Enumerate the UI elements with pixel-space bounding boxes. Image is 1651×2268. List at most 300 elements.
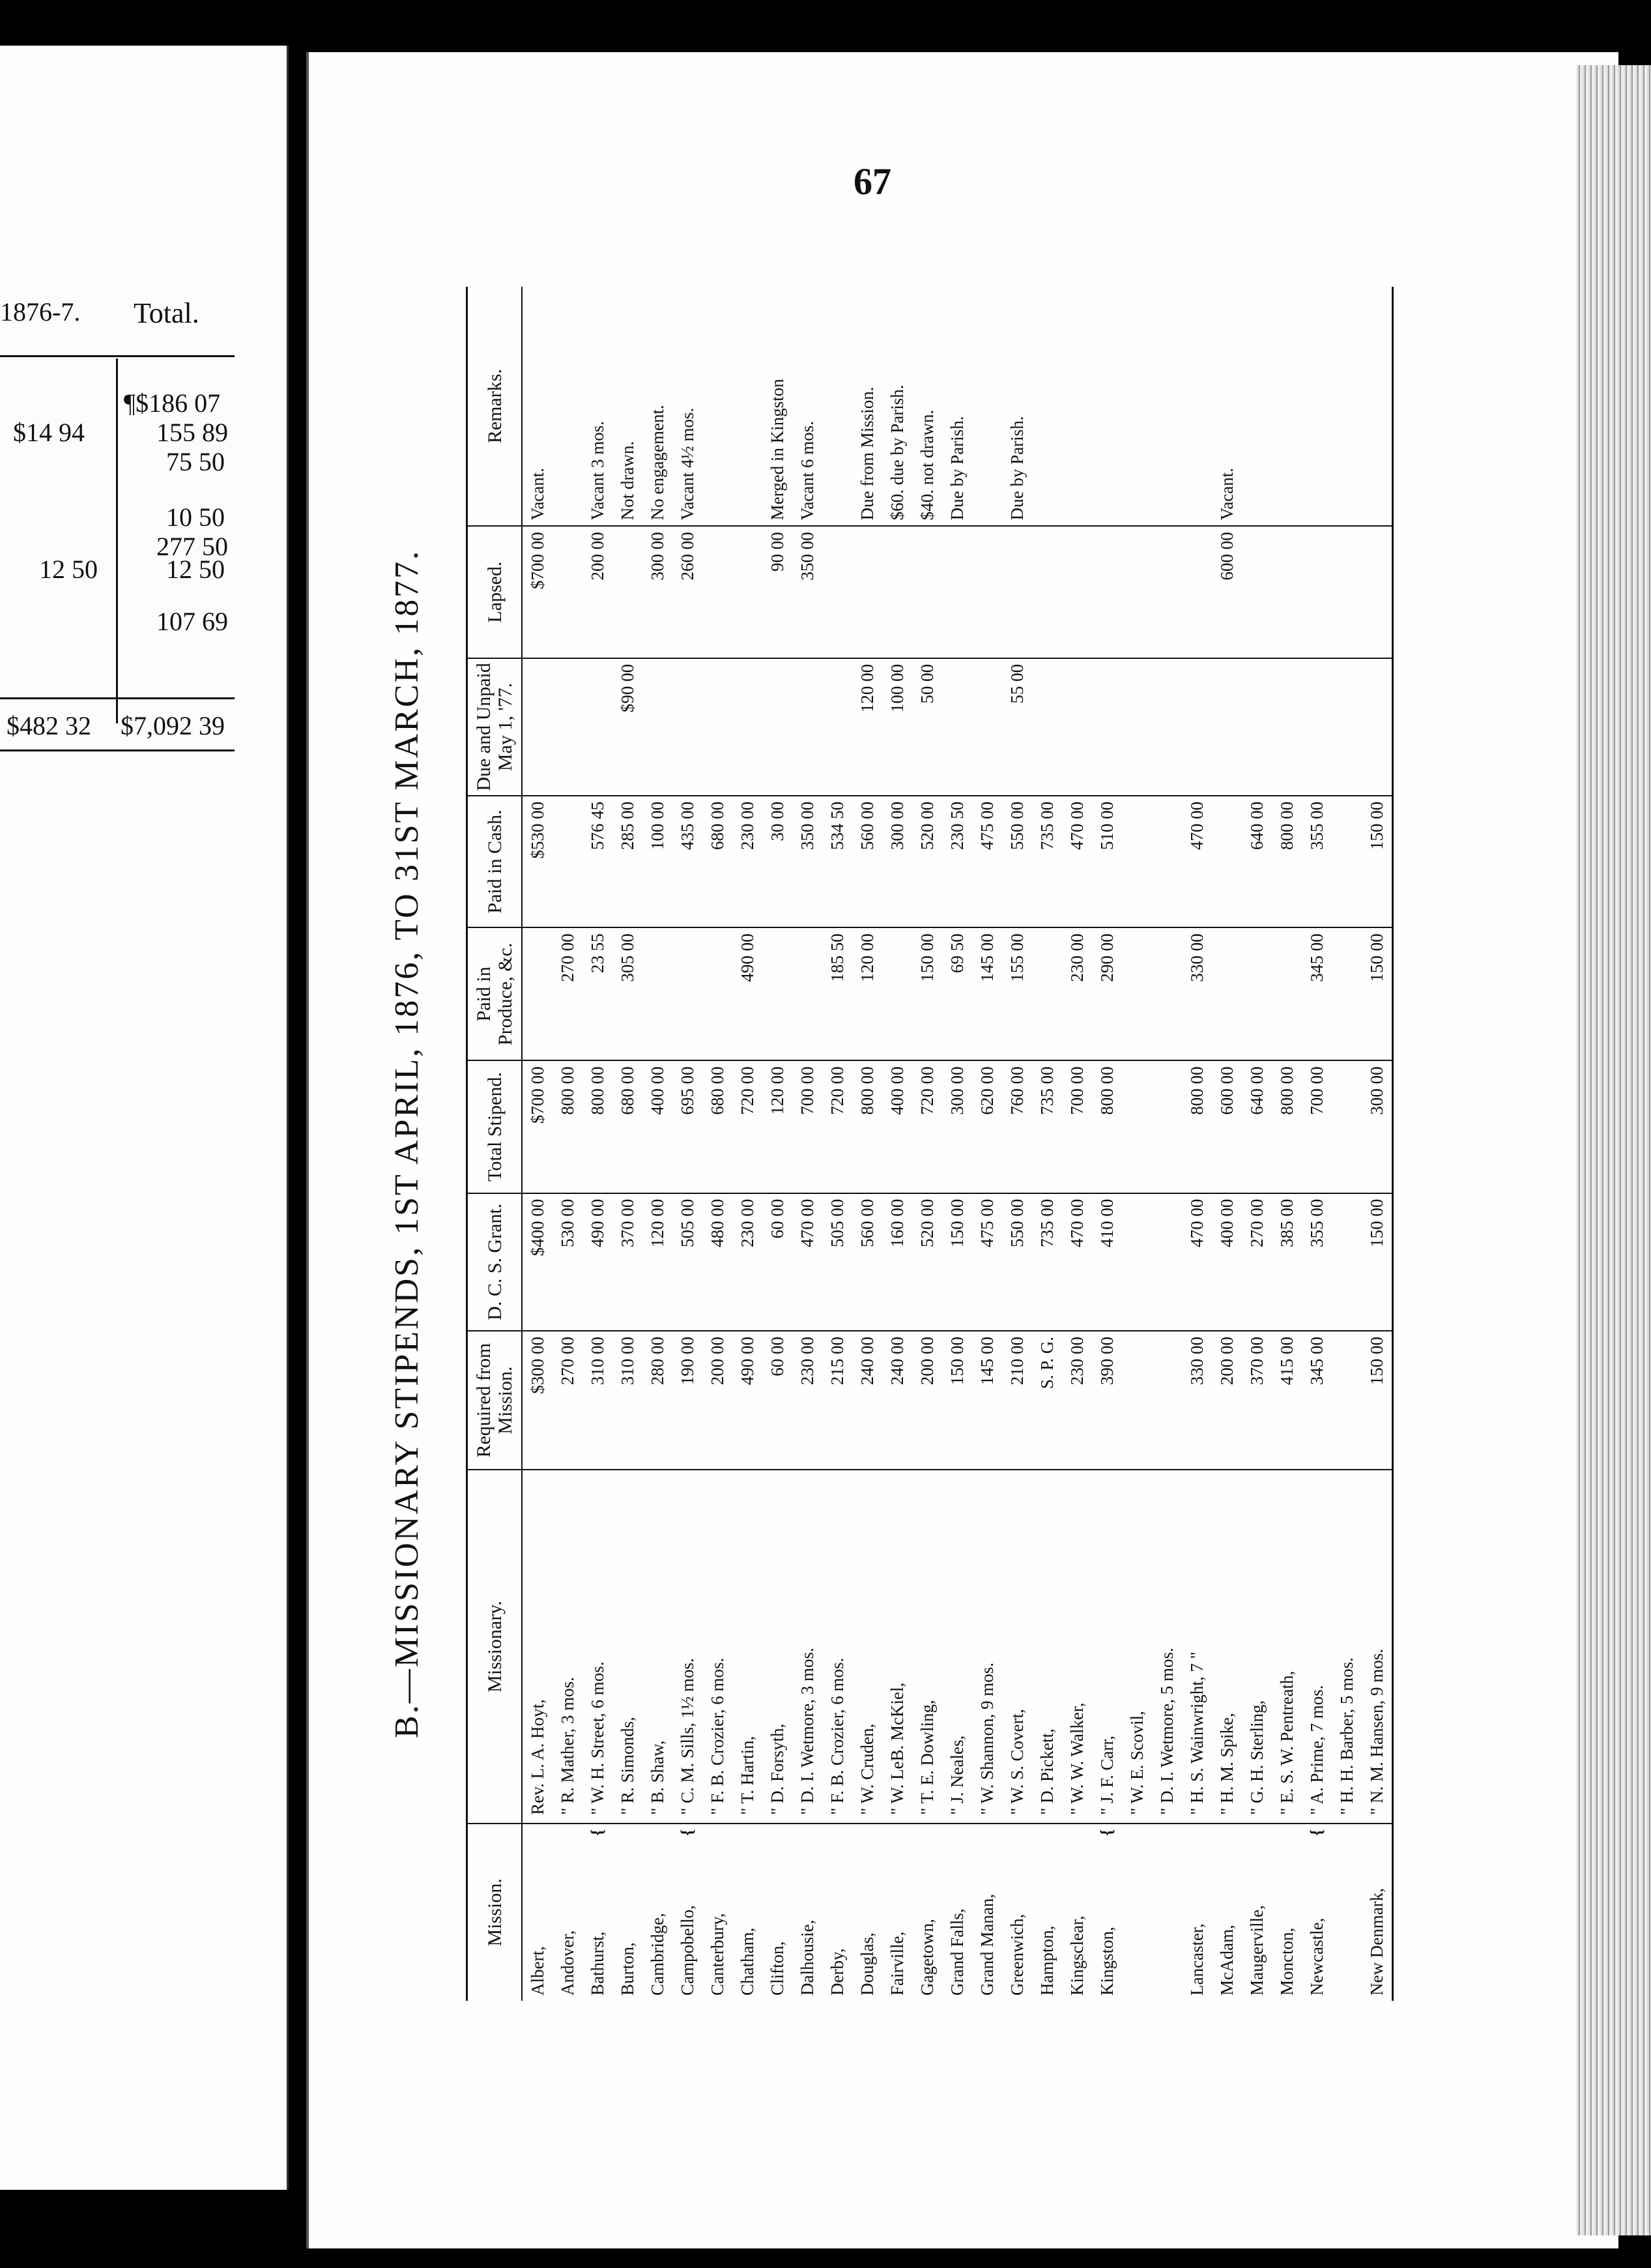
table-row	[1362, 287, 1393, 2001]
produce-cell	[792, 927, 822, 1060]
total-cell: 800 00	[582, 1060, 612, 1193]
table-row	[672, 287, 702, 2001]
grant-cell: 160 00	[882, 1193, 912, 1331]
cash-cell: 30 00	[762, 796, 792, 927]
required-cell	[1122, 1331, 1152, 1470]
produce-cell	[1242, 927, 1272, 1060]
produce-cell	[1152, 927, 1182, 1060]
produce-cell: 23 55	[582, 927, 612, 1060]
cash-cell: 230 00	[732, 796, 762, 927]
missionary-cell: " H. S. Wainwright, 7 "	[1182, 1470, 1212, 1824]
table-row	[852, 287, 882, 2001]
rotated-table-block	[388, 287, 1424, 2001]
produce-cell: 270 00	[553, 927, 582, 1060]
cash-cell	[1122, 796, 1152, 927]
lapsed-cell: 200 00	[582, 526, 612, 658]
mission-cell	[1212, 1824, 1242, 2001]
mission-cell	[822, 1824, 852, 2001]
table-row	[612, 287, 642, 2001]
required-cell: 330 00	[1182, 1331, 1212, 1470]
missionary-cell: " E. S. W. Pentreath,	[1272, 1470, 1302, 1824]
produce-cell	[1332, 927, 1362, 1060]
header-row	[467, 287, 523, 2001]
mission-cell	[912, 1824, 942, 2001]
mission-name: New Denmark,	[1366, 1888, 1386, 1996]
produce-cell	[1122, 927, 1152, 1060]
total-cell: 120 00	[762, 1060, 792, 1193]
lapsed-cell	[972, 526, 1002, 658]
cash-cell: 285 00	[612, 796, 642, 927]
table-row	[1182, 287, 1212, 2001]
mission-cell	[1122, 1824, 1152, 2001]
produce-cell	[1032, 927, 1062, 1060]
total-cell: 700 00	[1062, 1060, 1092, 1193]
stipend-table	[466, 287, 1394, 2001]
produce-cell: 345 00	[1302, 927, 1332, 1060]
mission-cell	[852, 1824, 882, 2001]
col-grant-header: D. C. S. Grant.	[467, 1193, 523, 1331]
lapsed-cell	[1122, 526, 1152, 658]
mission-cell	[882, 1824, 912, 2001]
lapsed-cell	[1152, 526, 1182, 658]
cash-cell: 230 50	[942, 796, 972, 927]
mission-name: Gagetown,	[917, 1919, 937, 1996]
grant-cell: 150 00	[942, 1193, 972, 1331]
remarks-cell	[1362, 287, 1393, 526]
grant-cell: 60 00	[762, 1193, 792, 1331]
lapsed-cell	[1062, 526, 1092, 658]
total-cell: 400 00	[642, 1060, 672, 1193]
left-total-value: 277 50	[156, 532, 228, 561]
remarks-cell: Vacant 4½ mos.	[672, 287, 702, 526]
cash-cell: 355 00	[1302, 796, 1332, 927]
page-edge	[1577, 65, 1651, 2235]
required-cell: 210 00	[1002, 1331, 1032, 1470]
total-cell: 300 00	[1362, 1060, 1393, 1193]
remarks-cell: Merged in Kingston	[762, 287, 792, 526]
required-cell: 345 00	[1302, 1331, 1332, 1470]
grant-cell: 230 00	[732, 1193, 762, 1331]
mission-cell	[732, 1824, 762, 2001]
due-cell	[1362, 658, 1393, 796]
col-remarks-header: Remarks.	[467, 287, 523, 526]
col-missionary-header: Missionary.	[467, 1470, 523, 1824]
total-cell: 800 00	[553, 1060, 582, 1193]
due-cell	[942, 658, 972, 796]
produce-cell: 230 00	[1062, 927, 1092, 1060]
mission-cell	[642, 1824, 672, 2001]
produce-cell: 150 00	[1362, 927, 1393, 1060]
grant-cell: 505 00	[822, 1193, 852, 1331]
missionary-cell: " J. Neales,	[942, 1470, 972, 1824]
due-cell	[1062, 658, 1092, 796]
grant-cell: 520 00	[912, 1193, 942, 1331]
table-row	[522, 287, 553, 2001]
required-cell	[1152, 1331, 1182, 1470]
grant-cell: 470 00	[792, 1193, 822, 1331]
mission-name: Maugerville,	[1246, 1905, 1267, 1996]
produce-cell: 69 50	[942, 927, 972, 1060]
grant-cell: 475 00	[972, 1193, 1002, 1331]
mission-cell	[672, 1824, 702, 2001]
mission-name: Kingston,	[1097, 1926, 1117, 1996]
total-cell	[1152, 1060, 1182, 1193]
grant-cell: 470 00	[1182, 1193, 1212, 1331]
required-cell: 60 00	[762, 1331, 792, 1470]
left-total-value: 155 89	[156, 418, 228, 447]
required-cell: 310 00	[612, 1331, 642, 1470]
mission-name: Greenwich,	[1007, 1913, 1027, 1996]
due-cell	[792, 658, 822, 796]
produce-cell: 155 00	[1002, 927, 1032, 1060]
remarks-cell	[1242, 287, 1272, 526]
due-cell	[972, 658, 1002, 796]
due-cell	[1302, 658, 1332, 796]
mission-cell	[762, 1824, 792, 2001]
total-cell: 300 00	[942, 1060, 972, 1193]
total-cell: 680 00	[612, 1060, 642, 1193]
missionary-cell: " T. Hartin,	[732, 1470, 762, 1824]
lapsed-cell: $700 00	[522, 526, 553, 658]
missionary-cell: " J. F. Carr,	[1092, 1470, 1122, 1824]
due-cell	[1122, 658, 1152, 796]
mission-cell	[1152, 1824, 1182, 2001]
total-cell: 760 00	[1002, 1060, 1032, 1193]
grant-cell: 270 00	[1242, 1193, 1272, 1331]
table-row	[1332, 287, 1362, 2001]
left-total-value: ¶$186 07	[124, 388, 221, 418]
mission-name: Canterbury,	[707, 1913, 727, 1996]
required-cell: 200 00	[912, 1331, 942, 1470]
mission-name: Burton,	[617, 1942, 637, 1996]
mission-name: Grand Manan,	[977, 1894, 997, 1996]
due-cell	[822, 658, 852, 796]
missionary-cell: " W. Cruden,	[852, 1470, 882, 1824]
due-cell	[522, 658, 553, 796]
cash-cell: 475 00	[972, 796, 1002, 927]
missionary-cell: " D. I. Wetmore, 5 mos.	[1152, 1470, 1182, 1824]
brace-mark: {	[587, 1829, 607, 1837]
total-cell: 720 00	[732, 1060, 762, 1193]
due-cell	[1032, 658, 1062, 796]
grant-cell: 560 00	[852, 1193, 882, 1331]
cash-cell: 520 00	[912, 796, 942, 927]
missionary-cell: " F. B. Crozier, 6 mos.	[702, 1470, 732, 1824]
produce-cell	[522, 927, 553, 1060]
missionary-cell: " W. Shannon, 9 mos.	[972, 1470, 1002, 1824]
due-cell: $90 00	[612, 658, 642, 796]
total-cell	[1332, 1060, 1362, 1193]
remarks-cell	[1092, 287, 1122, 526]
due-cell	[1092, 658, 1122, 796]
left-header-rule	[0, 355, 235, 357]
table-row	[1122, 287, 1152, 2001]
cash-cell: 510 00	[1092, 796, 1122, 927]
table-row	[553, 287, 582, 2001]
missionary-cell: " D. Pickett,	[1032, 1470, 1062, 1824]
due-cell	[1212, 658, 1242, 796]
mission-name: Derby,	[827, 1948, 847, 1996]
required-cell: 240 00	[882, 1331, 912, 1470]
table-row	[1152, 287, 1182, 2001]
due-cell: 55 00	[1002, 658, 1032, 796]
missionary-cell: " F. B. Crozier, 6 mos.	[822, 1470, 852, 1824]
mission-cell	[612, 1824, 642, 2001]
lapsed-cell	[732, 526, 762, 658]
left-total-value: 107 69	[156, 607, 228, 636]
due-cell	[702, 658, 732, 796]
mission-cell	[582, 1824, 612, 2001]
mission-name: Bathurst,	[587, 1931, 607, 1996]
left-grand-total: $7,092 39	[121, 711, 225, 740]
due-cell	[642, 658, 672, 796]
mission-name: McAdam,	[1216, 1925, 1237, 1996]
required-cell: 200 00	[702, 1331, 732, 1470]
cash-cell	[553, 796, 582, 927]
left-header-1876: 1876-7.	[0, 297, 81, 327]
total-cell: 695 00	[672, 1060, 702, 1193]
lapsed-cell: 260 00	[672, 526, 702, 658]
col-total-header: Total Stipend.	[467, 1060, 523, 1193]
mission-name: Fairville,	[887, 1931, 907, 1996]
lapsed-cell: 350 00	[792, 526, 822, 658]
produce-cell: 490 00	[732, 927, 762, 1060]
left-grand-1876: $482 32	[7, 711, 91, 740]
mission-cell	[1062, 1824, 1092, 2001]
mission-name: Cambridge,	[647, 1913, 667, 1996]
missionary-cell: " C. M. Sills, 1½ mos.	[672, 1470, 702, 1824]
mission-cell	[553, 1824, 582, 2001]
left-total-value: 10 50	[166, 502, 225, 532]
cash-cell	[1332, 796, 1362, 927]
missionary-cell: " A. Prime, 7 mos.	[1302, 1470, 1332, 1824]
lapsed-cell	[822, 526, 852, 658]
remarks-cell: No engagement.	[642, 287, 672, 526]
mission-cell	[1302, 1824, 1332, 2001]
total-cell: $700 00	[522, 1060, 553, 1193]
lapsed-cell	[1272, 526, 1302, 658]
produce-cell	[702, 927, 732, 1060]
missionary-cell: " B. Shaw,	[642, 1470, 672, 1824]
remarks-cell: Vacant.	[522, 287, 553, 526]
due-cell	[553, 658, 582, 796]
grant-cell: 410 00	[1092, 1193, 1122, 1331]
required-cell: $300 00	[522, 1331, 553, 1470]
total-cell: 720 00	[912, 1060, 942, 1193]
required-cell: 190 00	[672, 1331, 702, 1470]
produce-cell: 185 50	[822, 927, 852, 1060]
remarks-cell: Vacant 6 mos.	[792, 287, 822, 526]
lapsed-cell	[942, 526, 972, 658]
lapsed-cell: 90 00	[762, 526, 792, 658]
produce-cell: 330 00	[1182, 927, 1212, 1060]
table-row	[1032, 287, 1062, 2001]
col-produce-header: Paid in Produce, &c.	[467, 927, 523, 1060]
lapsed-cell	[1302, 526, 1332, 658]
table-row	[882, 287, 912, 2001]
left-bottom-rule	[0, 749, 235, 751]
table-row	[1242, 287, 1272, 2001]
mission-name: Campobello,	[677, 1905, 697, 1996]
due-cell	[1182, 658, 1212, 796]
mission-name: Albert,	[527, 1946, 547, 1996]
mission-cell	[1002, 1824, 1032, 2001]
table-body	[522, 287, 1393, 2001]
produce-cell: 150 00	[912, 927, 942, 1060]
table-row	[1212, 287, 1242, 2001]
produce-cell	[882, 927, 912, 1060]
grant-cell	[1122, 1193, 1152, 1331]
missionary-cell: " W. E. Scovil,	[1122, 1470, 1152, 1824]
missionary-cell: " H. M. Spike,	[1212, 1470, 1242, 1824]
required-cell: 230 00	[1062, 1331, 1092, 1470]
left-header-total: Total.	[134, 297, 199, 329]
col-lapsed-header: Lapsed.	[467, 526, 523, 658]
due-cell	[1332, 658, 1362, 796]
due-cell	[672, 658, 702, 796]
mission-name: Hampton,	[1037, 1925, 1057, 1996]
remarks-cell	[1302, 287, 1332, 526]
cash-cell: 350 00	[792, 796, 822, 927]
mission-cell	[792, 1824, 822, 2001]
due-cell	[1242, 658, 1272, 796]
produce-cell	[1212, 927, 1242, 1060]
mission-cell	[942, 1824, 972, 2001]
lapsed-cell: 600 00	[1212, 526, 1242, 658]
brace-mark: {	[677, 1829, 696, 1837]
required-cell: 215 00	[822, 1331, 852, 1470]
grant-cell: $400 00	[522, 1193, 553, 1331]
produce-cell: 305 00	[612, 927, 642, 1060]
remarks-cell: Vacant 3 mos.	[582, 287, 612, 526]
remarks-cell	[822, 287, 852, 526]
mission-name: Lancaster,	[1186, 1923, 1207, 1996]
required-cell: 370 00	[1242, 1331, 1272, 1470]
grant-cell: 150 00	[1362, 1193, 1393, 1331]
required-cell: 270 00	[553, 1331, 582, 1470]
remarks-cell: Not drawn.	[612, 287, 642, 526]
lapsed-cell	[852, 526, 882, 658]
required-cell: 145 00	[972, 1331, 1002, 1470]
cash-cell: 100 00	[642, 796, 672, 927]
total-cell: 800 00	[852, 1060, 882, 1193]
remarks-cell: Vacant.	[1212, 287, 1242, 526]
remarks-cell	[1332, 287, 1362, 526]
missionary-cell: " H. H. Barber, 5 mos.	[1332, 1470, 1362, 1824]
remarks-cell	[1032, 287, 1062, 526]
required-cell: 390 00	[1092, 1331, 1122, 1470]
table-row	[702, 287, 732, 2001]
due-cell	[1272, 658, 1302, 796]
produce-cell: 145 00	[972, 927, 1002, 1060]
mission-name: Kingsclear,	[1067, 1915, 1087, 1996]
remarks-cell	[1152, 287, 1182, 526]
required-cell: 200 00	[1212, 1331, 1242, 1470]
cash-cell: 470 00	[1182, 796, 1212, 927]
mission-name: Dalhousie,	[797, 1919, 817, 1996]
missionary-cell: " D. Forsyth,	[762, 1470, 792, 1824]
remarks-cell: Due by Parish.	[942, 287, 972, 526]
produce-cell	[672, 927, 702, 1060]
due-cell: 100 00	[882, 658, 912, 796]
due-cell	[582, 658, 612, 796]
lapsed-cell	[882, 526, 912, 658]
cash-cell: 735 00	[1032, 796, 1062, 927]
grant-cell	[1332, 1193, 1362, 1331]
due-cell: 120 00	[852, 658, 882, 796]
brace-mark: {	[1306, 1829, 1326, 1837]
left-column-rule	[116, 358, 118, 723]
total-cell	[1122, 1060, 1152, 1193]
total-cell: 735 00	[1032, 1060, 1062, 1193]
grant-cell: 470 00	[1062, 1193, 1092, 1331]
remarks-cell: $40. not drawn.	[912, 287, 942, 526]
left-1876-value: $14 94	[13, 418, 85, 447]
lapsed-cell	[1092, 526, 1122, 658]
total-cell: 800 00	[1092, 1060, 1122, 1193]
lapsed-cell	[1332, 526, 1362, 658]
required-cell	[1332, 1331, 1362, 1470]
cash-cell: 150 00	[1362, 796, 1393, 927]
remarks-cell	[1182, 287, 1212, 526]
missionary-cell: " R. Simonds,	[612, 1470, 642, 1824]
remarks-cell	[1272, 287, 1302, 526]
brace-mark: {	[1097, 1829, 1116, 1837]
col-due-header: Due and Unpaid May 1, '77.	[467, 658, 523, 796]
grant-cell: 505 00	[672, 1193, 702, 1331]
lapsed-cell	[1182, 526, 1212, 658]
total-cell: 400 00	[882, 1060, 912, 1193]
table-row	[822, 287, 852, 2001]
grant-cell	[1152, 1193, 1182, 1331]
left-total-value: 12 50	[166, 555, 225, 584]
produce-cell: 120 00	[852, 927, 882, 1060]
mission-cell	[1182, 1824, 1212, 2001]
mission-name: Moncton,	[1276, 1927, 1297, 1996]
cash-cell: 800 00	[1272, 796, 1302, 927]
missionary-cell: " D. I. Wetmore, 3 mos.	[792, 1470, 822, 1824]
missionary-cell: " W. LeB. McKiel,	[882, 1470, 912, 1824]
missionary-cell: " W. W. Walker,	[1062, 1470, 1092, 1824]
required-cell: 230 00	[792, 1331, 822, 1470]
mission-cell	[1272, 1824, 1302, 2001]
left-page	[0, 46, 289, 2190]
grant-cell: 530 00	[553, 1193, 582, 1331]
cash-cell: 680 00	[702, 796, 732, 927]
table-row	[942, 287, 972, 2001]
remarks-cell: Due from Mission.	[852, 287, 882, 526]
grant-cell: 480 00	[702, 1193, 732, 1331]
total-cell: 600 00	[1212, 1060, 1242, 1193]
table-row	[912, 287, 942, 2001]
cash-cell: 640 00	[1242, 796, 1272, 927]
required-cell: 415 00	[1272, 1331, 1302, 1470]
page-number: 67	[854, 160, 891, 203]
missionary-cell: " R. Mather, 3 mos.	[553, 1470, 582, 1824]
cash-cell: 470 00	[1062, 796, 1092, 927]
total-cell: 620 00	[972, 1060, 1002, 1193]
grant-cell: 735 00	[1032, 1193, 1062, 1331]
cash-cell: 534 50	[822, 796, 852, 927]
due-cell: 50 00	[912, 658, 942, 796]
produce-cell: 290 00	[1092, 927, 1122, 1060]
grant-cell: 355 00	[1302, 1193, 1332, 1331]
remarks-cell: Due by Parish.	[1002, 287, 1032, 526]
cash-cell	[1212, 796, 1242, 927]
mission-name: Clifton,	[767, 1941, 787, 1996]
cash-cell: 435 00	[672, 796, 702, 927]
lapsed-cell	[702, 526, 732, 658]
